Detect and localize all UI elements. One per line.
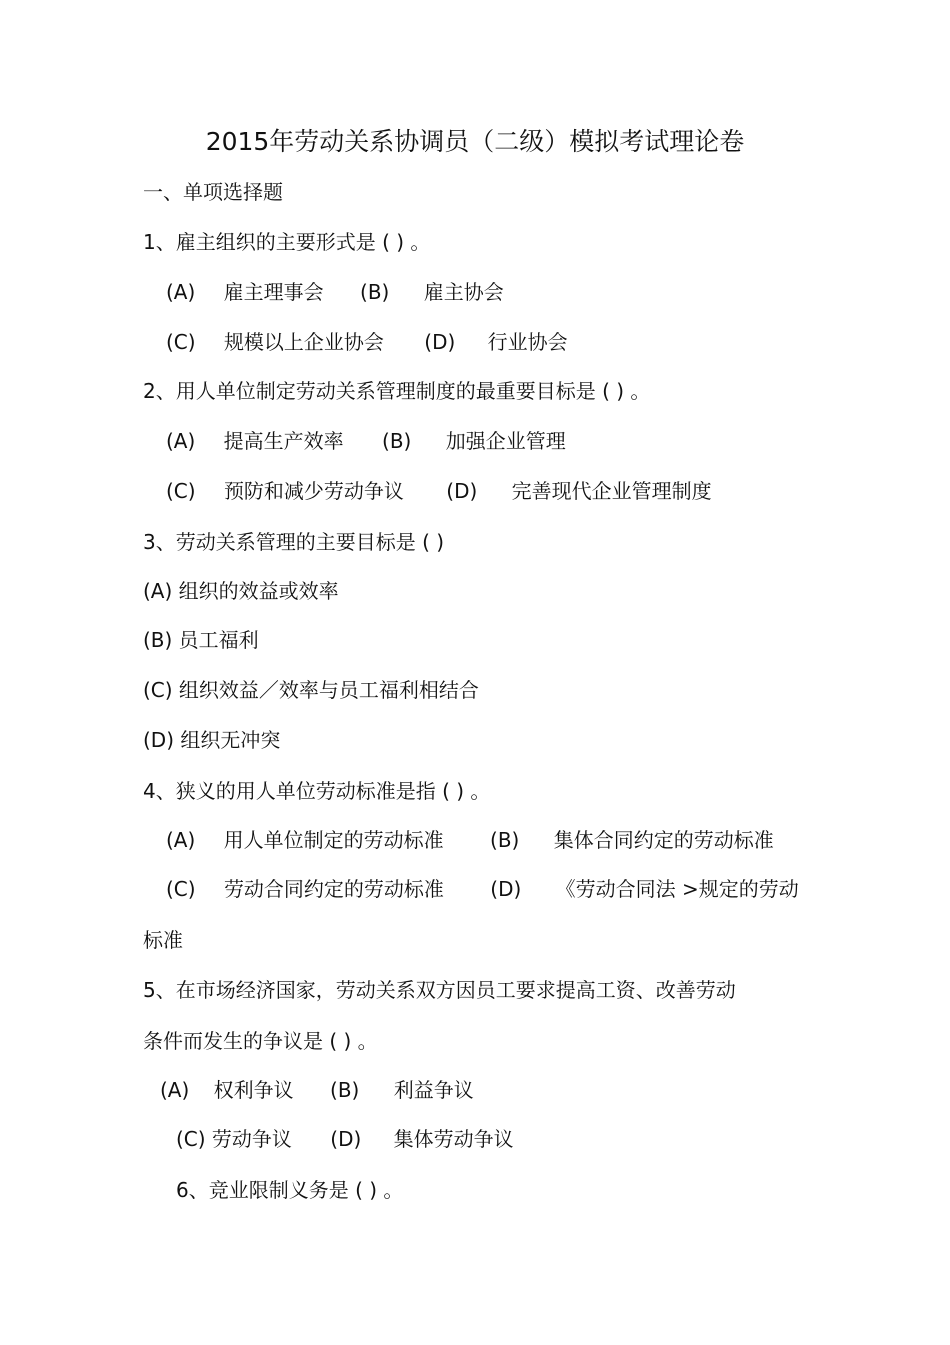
question-3-stem: 3、劳动关系管理的主要目标是 ( )	[143, 530, 445, 554]
option-text: 加强企业管理	[445, 429, 566, 453]
option-text: 《劳动合同法 >规定的劳动	[555, 877, 799, 901]
question-1-stem: 1、雇主组织的主要形式是 ( ) 。	[143, 230, 431, 254]
question-5-stem-line-1: 5、在市场经济国家，劳动关系双方因员工要求提高工资、改善劳动	[143, 978, 736, 1002]
option-key: (D)	[424, 330, 456, 354]
question-2-stem: 2、用人单位制定劳动关系管理制度的最重要目标是 ( ) 。	[143, 379, 651, 403]
option-key: (B)	[490, 828, 520, 852]
option-text: 规模以上企业协会	[223, 330, 384, 354]
question-4-continuation: 标准	[143, 928, 183, 952]
option-key: (C)	[166, 479, 196, 503]
option-key: (D)	[446, 479, 478, 503]
option-key: (B)	[330, 1078, 360, 1102]
question-2-options-row-2	[166, 478, 712, 504]
option-text: 劳动合同约定的劳动标准	[223, 877, 444, 901]
option-key: (A)	[166, 429, 196, 453]
question-2-options-row-1	[166, 428, 566, 454]
section-heading: 一、单项选择题	[143, 180, 283, 204]
option-text: 雇主理事会	[223, 280, 324, 304]
option-key: (A)	[160, 1078, 190, 1102]
question-5-stem-line-2: 条件而发生的争议是 ( ) 。	[143, 1029, 378, 1053]
option-key: (B)	[382, 429, 412, 453]
question-5-options-row-2	[176, 1126, 514, 1152]
option-key: (A)	[166, 828, 196, 852]
option-text: 提高生产效率	[223, 429, 344, 453]
option-key: (C)	[166, 330, 196, 354]
option-key: (C)	[166, 877, 196, 901]
option-text: 完善现代企业管理制度	[511, 479, 712, 503]
question-6-stem: 6、竞业限制义务是 ( ) 。	[176, 1178, 404, 1202]
question-3-option-c: (C) 组织效益／效率与员工福利相结合	[143, 678, 479, 702]
option-text: 集体劳动争议	[393, 1127, 514, 1151]
question-5-options-row-1	[160, 1077, 474, 1103]
question-4-stem: 4、狭义的用人单位劳动标准是指 ( ) 。	[143, 779, 491, 803]
option-key: (B)	[360, 280, 390, 304]
question-4-options-row-2	[166, 876, 799, 902]
option-text: 行业协会	[487, 330, 568, 354]
option-key: (D)	[490, 877, 522, 901]
option-key: (D)	[330, 1127, 362, 1151]
question-1-options-row-1	[166, 279, 504, 305]
question-1-options-row-2	[166, 329, 568, 355]
option-text: 预防和减少劳动争议	[223, 479, 404, 503]
option-text: (C) 劳动争议	[176, 1127, 292, 1151]
option-text: 集体合同约定的劳动标准	[553, 828, 774, 852]
page-title: 2015年劳动关系协调员（二级）模拟考试理论卷	[205, 127, 745, 156]
option-text: 利益争议	[393, 1078, 474, 1102]
question-4-options-row-1	[166, 827, 774, 853]
option-text: 用人单位制定的劳动标准	[223, 828, 444, 852]
question-3-option-a: (A) 组织的效益或效率	[143, 579, 339, 603]
option-text: 权利争议	[213, 1078, 294, 1102]
question-3-option-d: (D) 组织无冲突	[143, 728, 281, 752]
question-3-option-b: (B) 员工福利	[143, 628, 259, 652]
option-text: 雇主协会	[423, 280, 504, 304]
option-key: (A)	[166, 280, 196, 304]
